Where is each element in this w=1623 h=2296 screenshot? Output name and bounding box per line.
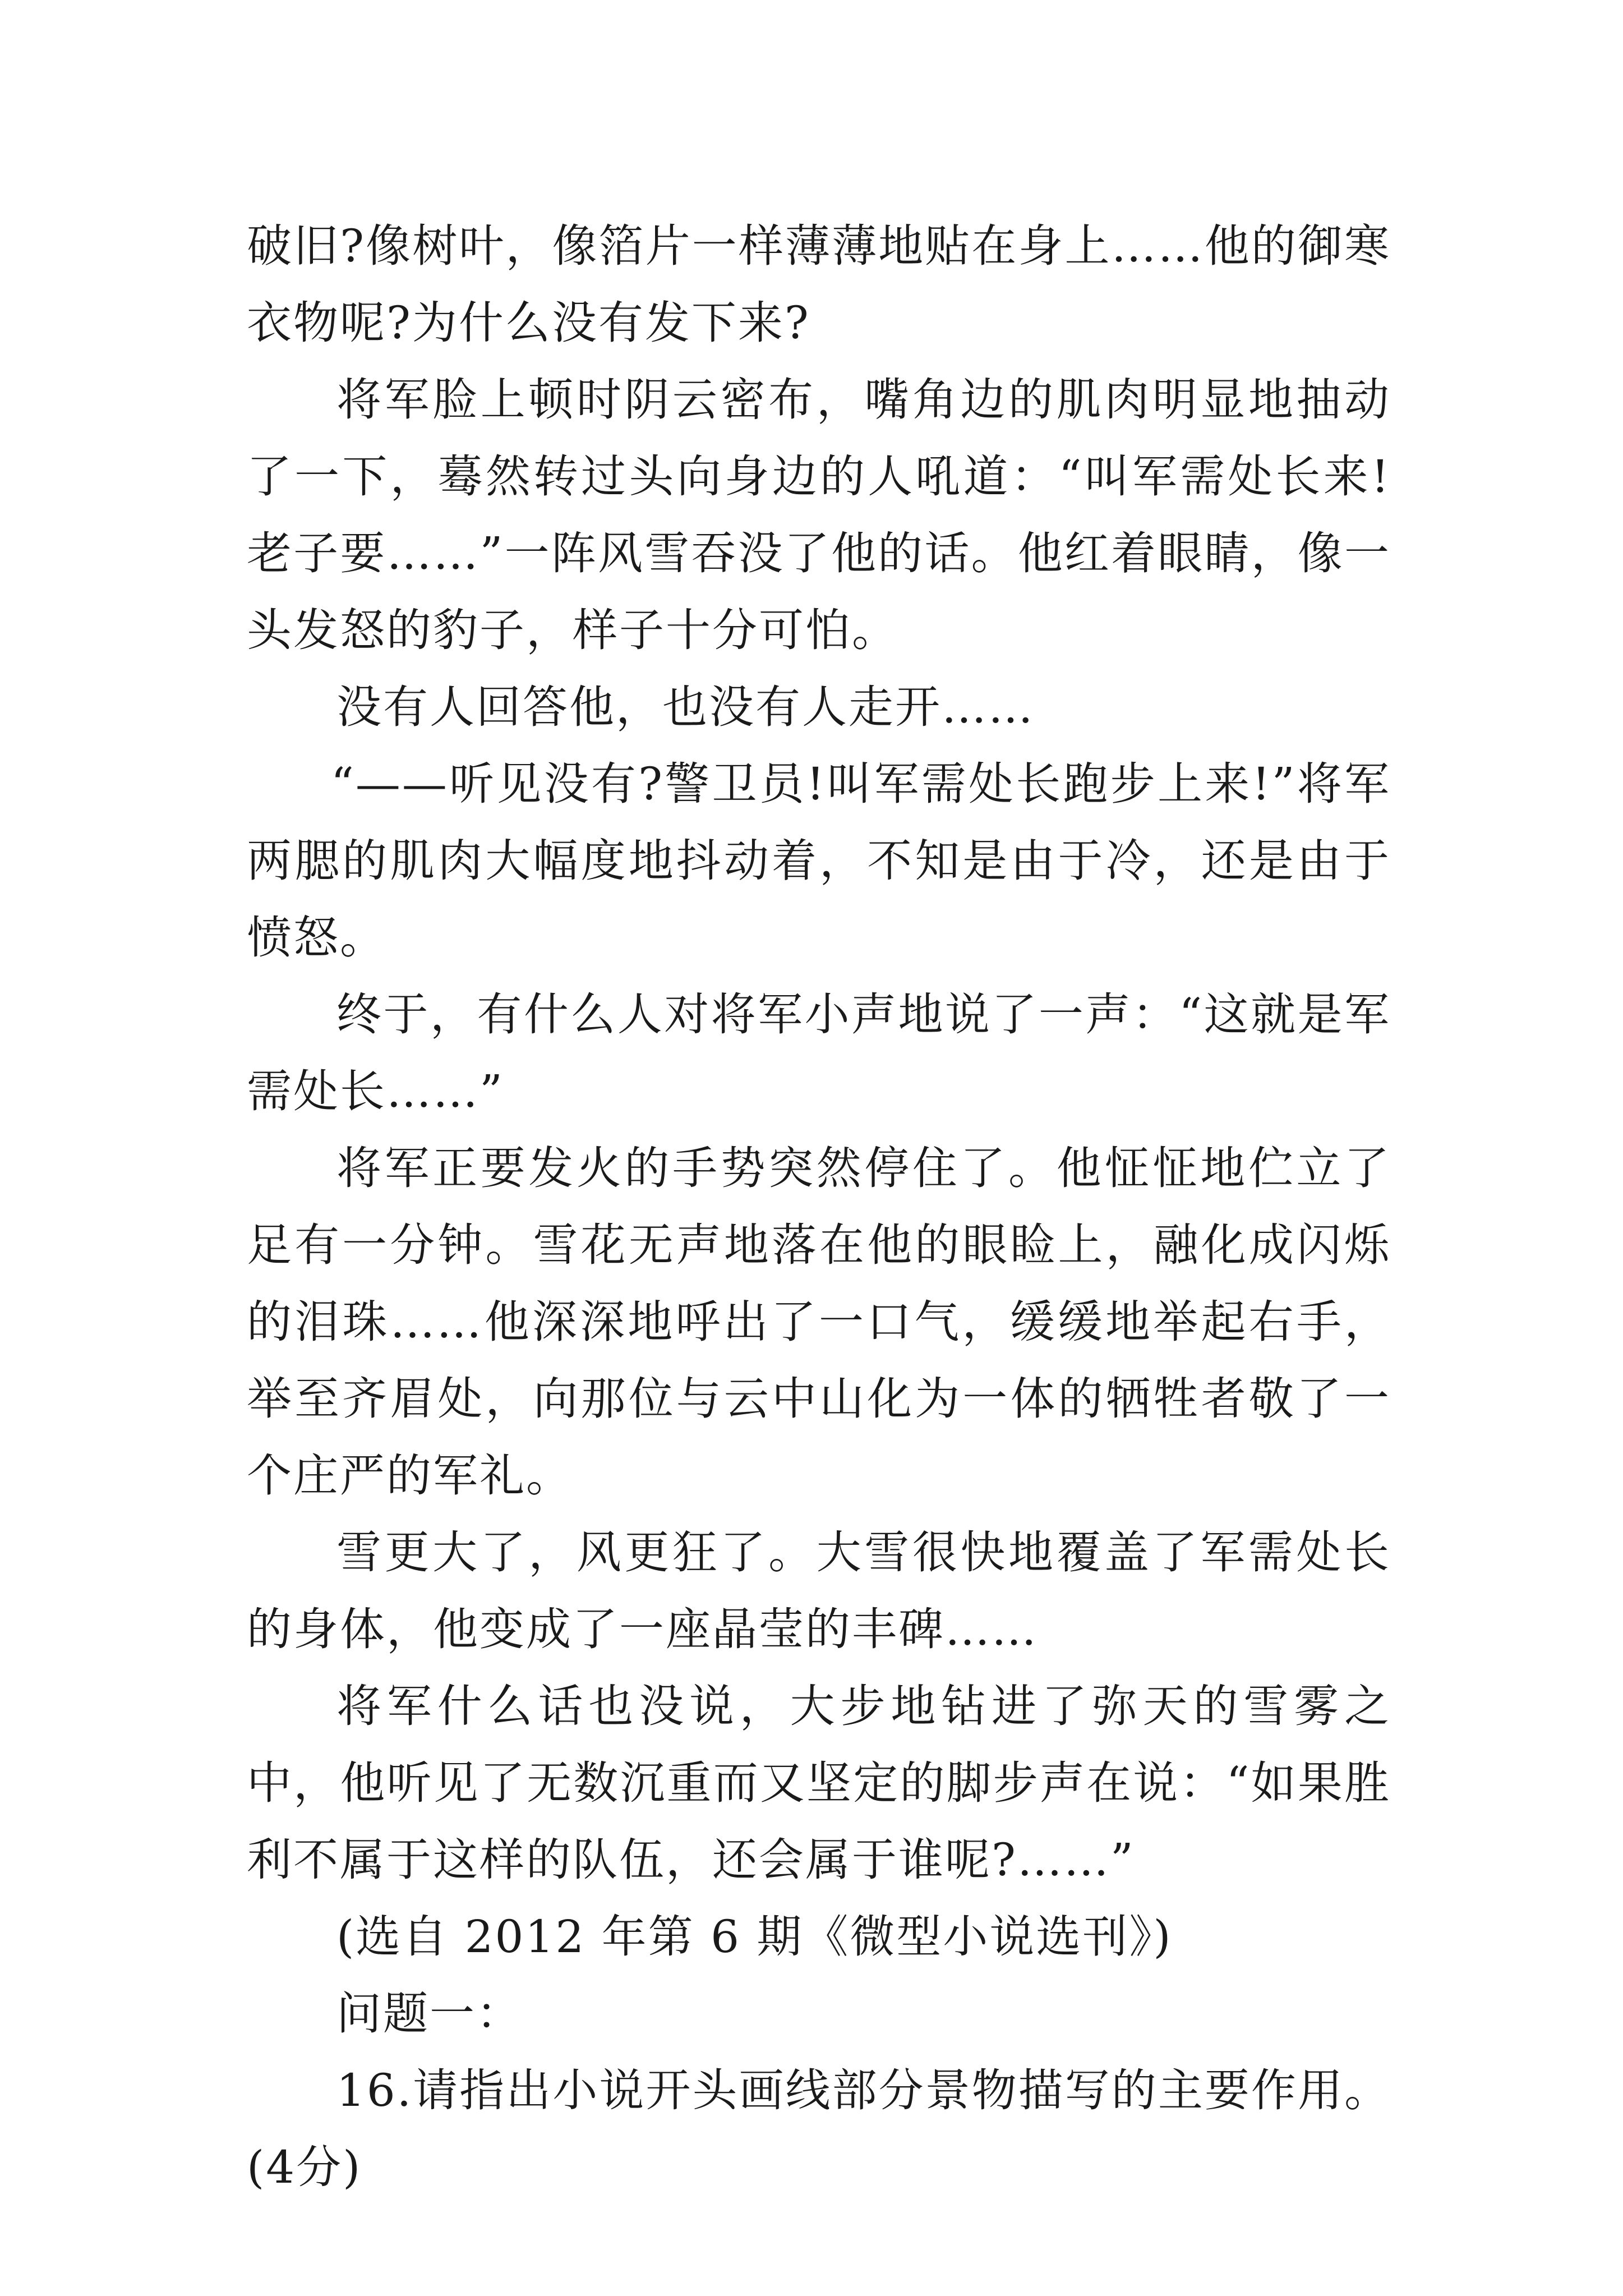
- paragraph-salute: 将军正要发火的手势突然停住了。他怔怔地伫立了足有一分钟。雪花无声地落在他的眼睑上，融化成闪烁的泪珠……他深深地呼出了一口气，缓缓地举起右手，举至齐眉处，向那位与云中山化为一体的牺牲者敬了一个庄严的军礼。: [247, 1142, 1391, 1502]
- paragraph-continuation: 破旧?像树叶，像箔片一样薄薄地贴在身上……他的御寒衣物呢?为什么没有发下来?: [247, 220, 1391, 349]
- paragraph-victory: 将军什么话也没说，大步地钻进了弥天的雪雾之中，他听见了无数沉重而又坚定的脚步声在说：“如果胜利不属于这样的队伍，还会属于谁呢?……”: [247, 1680, 1391, 1886]
- body-text: [247, 208, 1391, 2206]
- paragraph-this-is-quartermaster: 终于，有什么人对将军小声地说了一声：“这就是军需处长……”: [247, 988, 1391, 1117]
- paragraph-monument: 雪更大了，风更狂了。大雪很快地覆盖了军需处长的身体，他变成了一座晶莹的丰碑……: [247, 1526, 1391, 1655]
- paragraph-general-anger: 将军脸上顿时阴云密布，嘴角边的肌肉明显地抽动了一下，蓦然转过头向身边的人吼道：“叫军需处长来!老子要……”一阵风雪吞没了他的话。他红着眼睛，像一头发怒的豹子，样子十分可怕。: [247, 374, 1391, 656]
- paragraph-no-answer: 没有人回答他，也没有人走开……: [336, 681, 1035, 733]
- paragraph-call-quartermaster: “——听见没有?警卫员!叫军需处长跑步上来!”将军两腮的肌肉大幅度地抖动着，不知是由于冷，还是由于愤怒。: [247, 758, 1391, 964]
- question-heading: 问题一：: [336, 1987, 523, 2040]
- source-citation: (选自 2012 年第 6 期《微型小说选刊》): [336, 1911, 1173, 1963]
- question-16: 16.请指出小说开头画线部分景物描写的主要作用。(4分): [247, 2064, 1391, 2193]
